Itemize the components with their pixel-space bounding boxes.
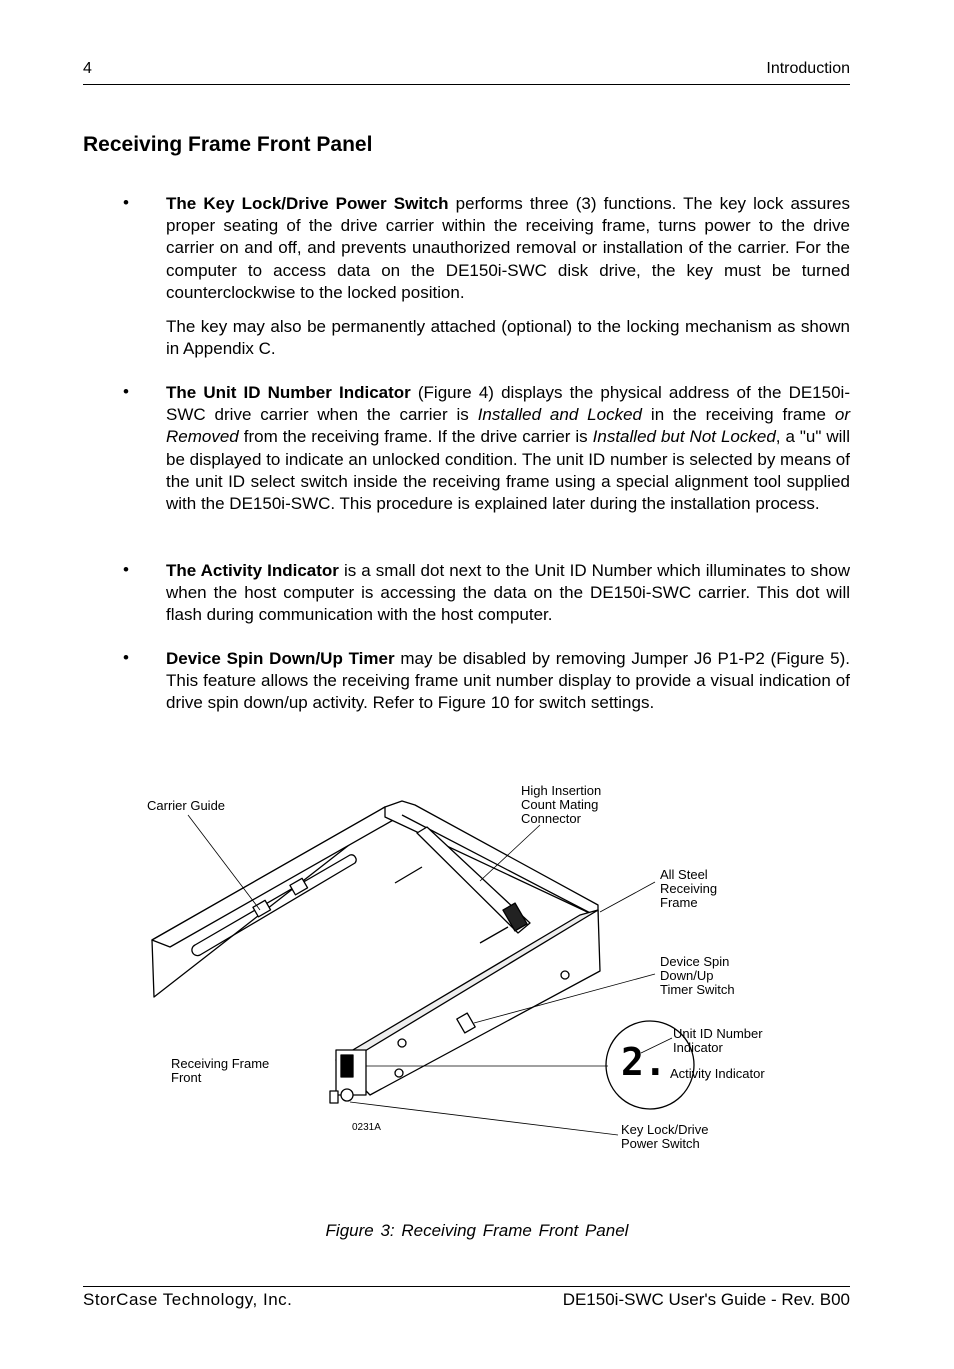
page-header [83, 58, 850, 85]
item-spin-timer-term: Device Spin Down/Up Timer [166, 649, 395, 668]
carrier-guide-top [152, 807, 402, 947]
item-unit-id [166, 382, 850, 515]
footer-doc: DE150i-SWC User's Guide - Rev. B00 [562, 1290, 850, 1309]
key [330, 1091, 338, 1103]
item-key-lock [166, 193, 850, 304]
item-key-lock-note: The key may also be permanently attached (optional) to the locking mechanism as shown in Appendix C. [166, 317, 850, 359]
item-unit-id-text-3: from the receiving frame. If the drive carrier is [238, 427, 593, 447]
section-name: Introduction [766, 60, 850, 77]
bullet-3: • [123, 560, 129, 579]
label-unit-id: Unit ID Number Indicator [673, 1026, 763, 1055]
label-spin-timer: Device Spin Down/Up Timer Switch [660, 954, 735, 997]
front-display [341, 1055, 353, 1077]
label-key-lock: Key Lock/Drive Power Switch [621, 1122, 709, 1151]
label-carrier-guide: Carrier Guide [147, 798, 226, 813]
item-unit-id-text-2: in the receiving frame [642, 405, 835, 425]
footer-company: StorCase Technology, Inc. [83, 1290, 293, 1309]
item-unit-id-italic-3: Installed but Not Locked [592, 427, 776, 447]
pin-2 [480, 927, 508, 943]
bullet-2: • [123, 382, 129, 401]
item-key-lock-term: The Key Lock/Drive Power Switch [166, 194, 449, 213]
page-footer [83, 1286, 850, 1317]
figure-receiving-frame [140, 775, 820, 1165]
drawing-id: 0231A [352, 1122, 381, 1133]
item-spin-timer-text: may be disabled by removing Jumper J6 P1-P2 (Figure 5). This feature allows the receiving frame unit number display to provide a visual indication of drive spin down/up activity. Refer to Figure 10 for switch settings. [166, 649, 850, 713]
page-number: 4 [83, 60, 92, 77]
item-unit-id-italic-1: Installed and Locked [477, 405, 643, 425]
label-all-steel: All Steel Receiving Frame [660, 867, 718, 910]
pin-1 [395, 867, 422, 883]
item-unit-id-italic-2: or Removed [166, 405, 850, 447]
item-activity-text: is a small dot next to the Unit ID Number which illuminates to show when the host computer is accessing the data on the DE150i-SWC carrier. This dot will flash during communication with the host computer. [166, 561, 850, 625]
figure-caption: Figure 3: Receiving Frame Front Panel [325, 1221, 629, 1240]
unit-id-display-digit: 2. [621, 1040, 667, 1084]
item-spin-timer [166, 648, 850, 715]
connector-block [503, 903, 527, 931]
leader-lines [188, 815, 672, 1135]
page-title: Receiving Frame Front Panel [83, 133, 373, 156]
item-unit-id-text-1: (Figure 4) displays the physical address of the DE150i-SWC drive carrier when the carrier is [166, 383, 850, 425]
bullet-1: • [123, 193, 129, 212]
bullet-4: • [123, 648, 129, 667]
label-activity: Activity Indicator [670, 1066, 765, 1081]
front-side-rail [336, 910, 600, 1095]
label-high-insertion: High Insertion Count Mating Connector [521, 783, 602, 826]
item-unit-id-text-4: , a "u" will be displayed to indicate an unlocked condition. The unit ID number is selected by means of the unit ID select switch inside the receiving frame using a special alignment tool supplied with the DE150i-SWC. This procedure is explained later during the installation process. [166, 427, 850, 514]
item-activity-term: The Activity Indicator [166, 561, 339, 580]
item-activity [166, 560, 850, 627]
label-frame-front: Receiving Frame Front [171, 1056, 270, 1085]
item-unit-id-term: The Unit ID Number Indicator [166, 383, 411, 402]
key-lock [341, 1089, 353, 1101]
item-key-lock-text: performs three (3) functions. The key lock assures proper seating of the drive carrier within the receiving frame, turns power to the drive carrier on and off, and prevents unauthorized removal or installation of the carrier. For the computer to access data on the DE150i-SWC disk drive, the key must be turned counterclockwise to the locked position. [166, 194, 851, 302]
